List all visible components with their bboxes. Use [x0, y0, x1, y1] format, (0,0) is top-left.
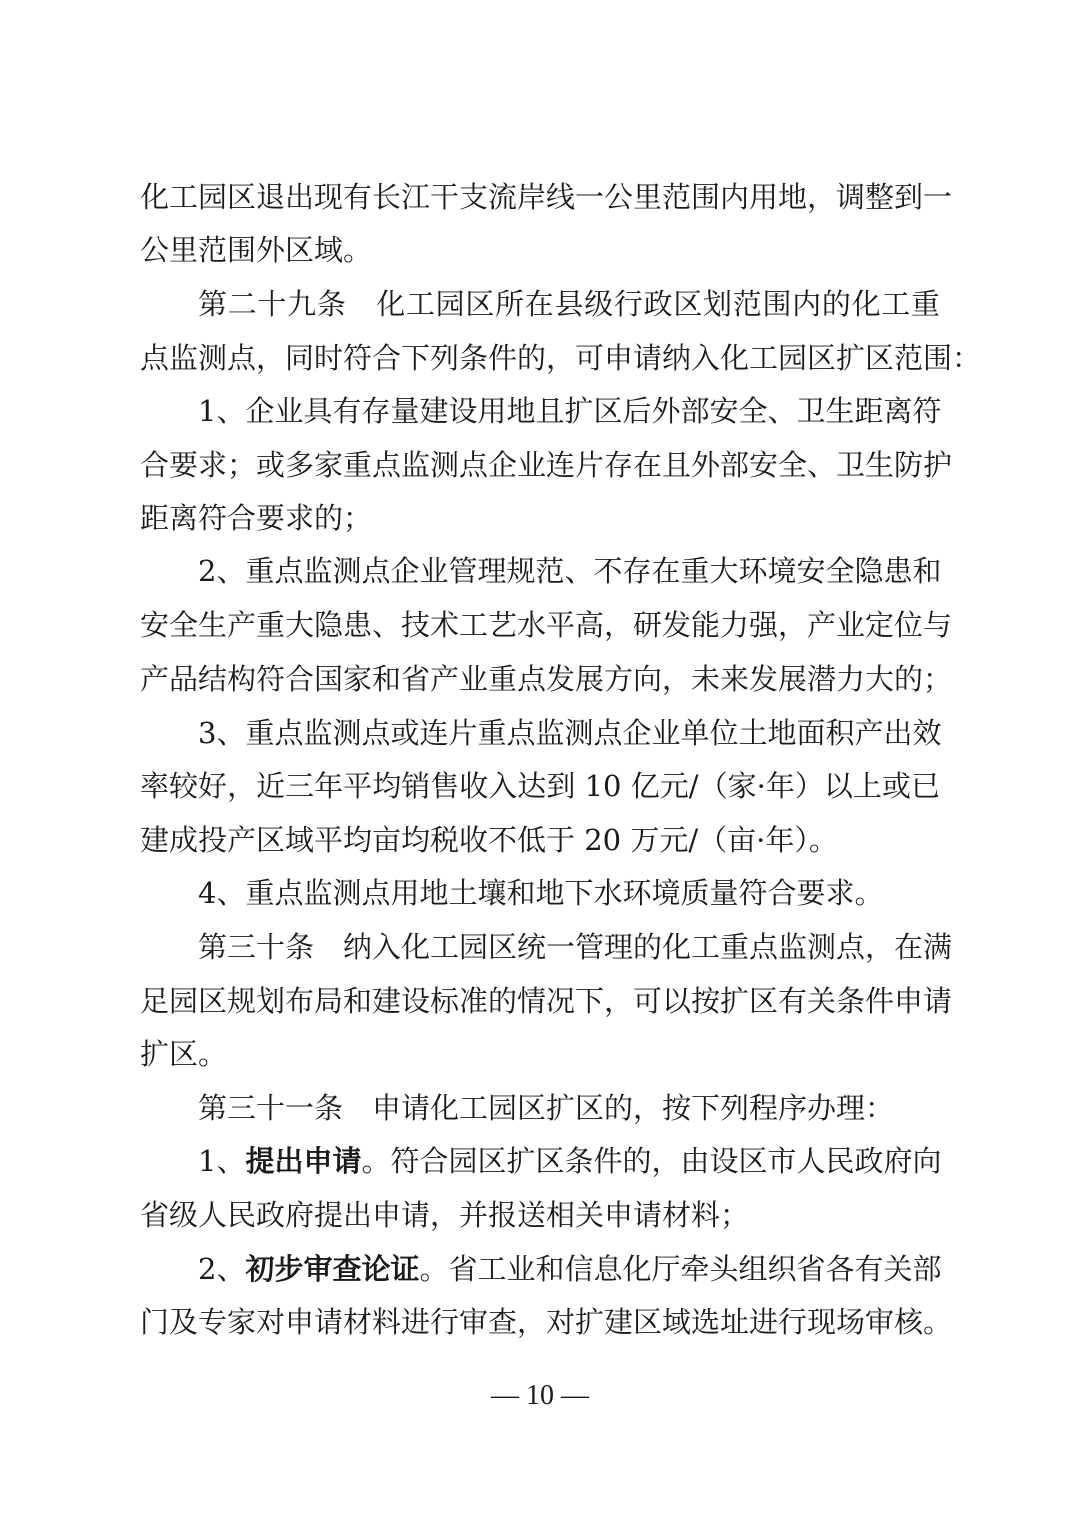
- list-item-line: 3、重点监测点或连片重点监测点企业单位土地面积产出效: [198, 716, 942, 750]
- text-line: 公里范围外区域。: [140, 233, 373, 267]
- text-line: 建成投产区域平均亩均税收不低于 20 万元/（亩·年）。: [140, 823, 838, 857]
- page-number: — 10 —: [491, 1380, 589, 1411]
- list-item-line: 2、重点监测点企业管理规范、不存在重大环境安全隐患和: [198, 554, 942, 588]
- list-number: 2、: [198, 1252, 246, 1286]
- article-heading-line: 第二十九条 化工园区所在县级行政区划范围内的化工重: [198, 287, 940, 321]
- step-text: 。符合园区扩区条件的，由设区市人民政府向: [361, 1144, 942, 1178]
- text-line: 产品结构符合国家和省产业重点发展方向，未来发展潜力大的；: [140, 662, 953, 696]
- list-number: 1、: [198, 1144, 246, 1178]
- list-item-line: [198, 1249, 940, 1289]
- step-text: 。省工业和信息化厅牵头组织省各有关部: [419, 1252, 942, 1286]
- article-heading-line: 第三十一条 申请化工园区扩区的，按下列程序办理：: [198, 1091, 895, 1125]
- article-heading-line: 第三十条 纳入化工园区统一管理的化工重点监测点，在满: [198, 930, 953, 964]
- text-line: 安全生产重大隐患、技术工艺水平高，研发能力强，产业定位与: [140, 608, 953, 642]
- text-line: 门及专家对申请材料进行审查，对扩建区域选址进行现场审核。: [140, 1305, 953, 1339]
- text-line: 率较好，近三年平均销售收入达到 10 亿元/（家·年）以上或已: [140, 769, 940, 803]
- text-line: 化工园区退出现有长江干支流岸线一公里范围内用地，调整到一: [140, 180, 953, 214]
- list-item-line: [198, 1141, 940, 1181]
- text-line: 省级人民政府提出申请，并报送相关申请材料；: [140, 1198, 750, 1232]
- text-line: 距离符合要求的；: [140, 501, 373, 535]
- text-line: 扩区。: [140, 1037, 228, 1071]
- list-item-line: 4、重点监测点用地土壤和地下水环境质量符合要求。: [198, 876, 884, 910]
- step-label: 提出申请: [245, 1144, 362, 1178]
- text-line: 足园区规划布局和建设标准的情况下，可以按扩区有关条件申请: [140, 984, 953, 1018]
- list-item-line: 1、企业具有存量建设用地且扩区后外部安全、卫生距离符: [198, 394, 942, 428]
- text-line: 合要求；或多家重点监测点企业连片存在且外部安全、卫生防护: [140, 448, 953, 482]
- text-line: 点监测点，同时符合下列条件的，可申请纳入化工园区扩区范围：: [140, 341, 982, 375]
- step-label: 初步审查论证: [245, 1252, 420, 1286]
